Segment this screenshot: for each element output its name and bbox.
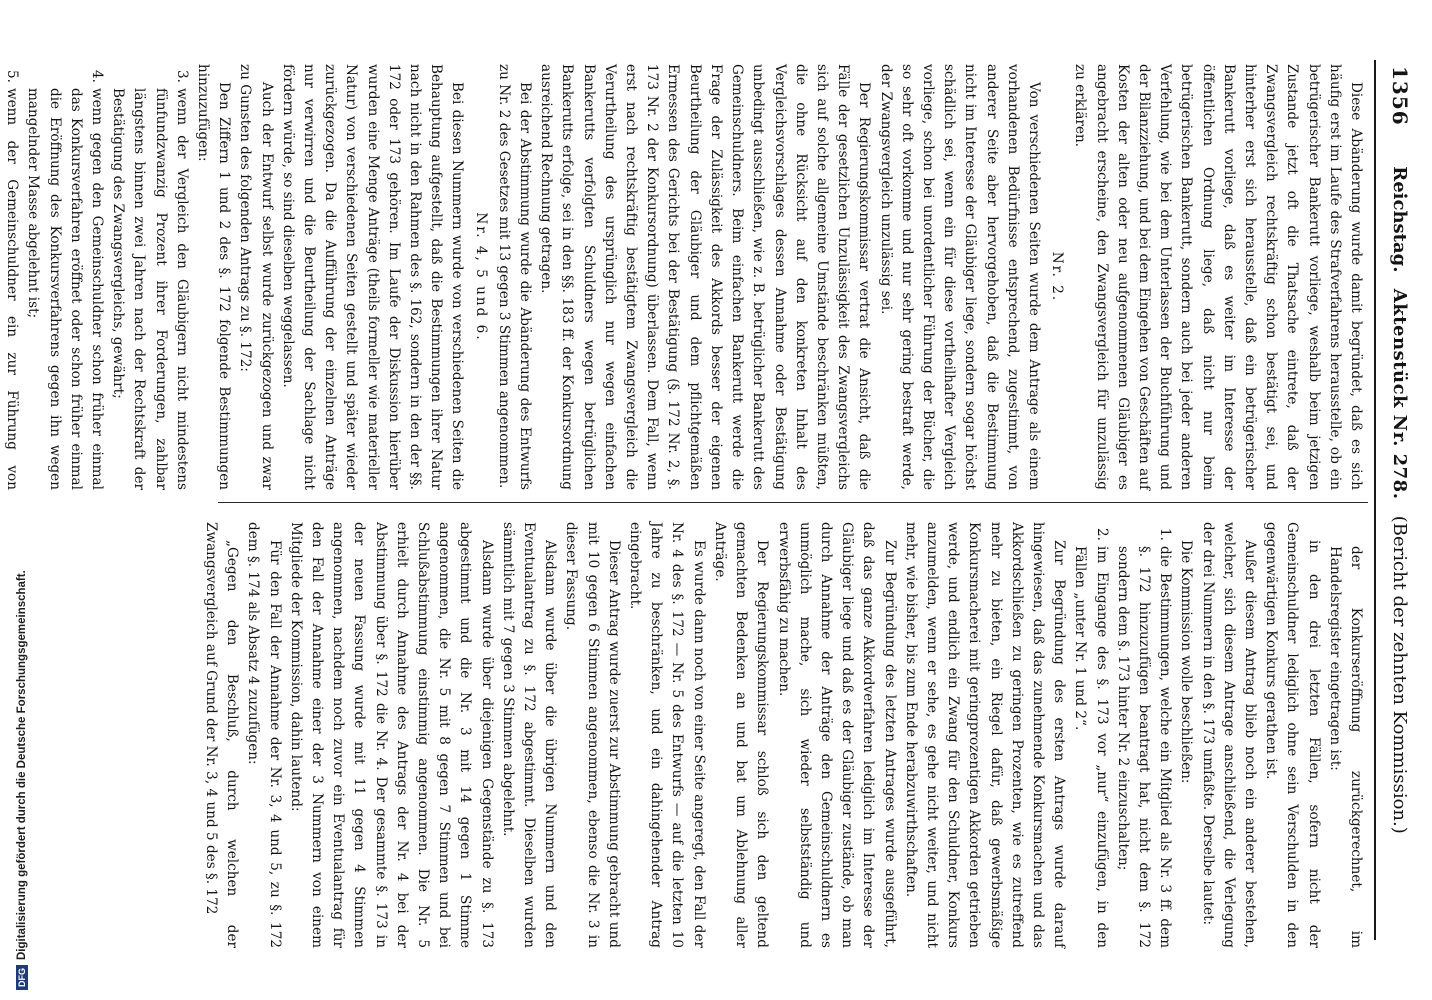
- item-number: 3.: [173, 70, 190, 83]
- column-separator: [218, 502, 1368, 503]
- paragraph: Für den Fall der Annahme der Nr. 3, 4 und 5, zu §. 172 dem §. 174 als Absatz 4 zuzufügen:: [245, 522, 283, 948]
- item-number: 5.: [4, 70, 21, 83]
- paragraph: Alsdann wurde über die übrigen Nummern und den Eventualantrag zu §. 172 abgestimmt. Dieselben wurden sämmtlich mit 7 gegen 3 Stimmen abgelehnt.: [499, 522, 559, 948]
- digitization-credit: [0, 0, 26, 1000]
- paragraph: „Gegen den Beschluß, durch welchen der Zwangsvergleich auf Grund der Nr. 3, 4 und 5 des §. 172: [203, 522, 241, 948]
- paragraph: Auch der Entwurf selbst wurde zurückgezogen und zwar zu Gunsten des folgenden Antrags zu §. 172:: [237, 64, 275, 490]
- paragraph: Von verschiedenen Seiten wurde dem Antrage als einem vorhandenen Bedürfnisse entsprechend, zugestimmt, von anderer Seite aber hervorgehoben, daß die Bestimmung nicht im Interesse der Gläubiger liege, sondern sogar höchst schädlich sei, wenn ein für diese vortheilhafter Vergleich vorliege, schon bei unordentlicher Führung der Bücher, die so sehr oft vorkomme und nur sehr gering bestraft werde, der Zwangsvergleich unzulässig sei.: [877, 64, 1042, 490]
- credit-text: Digitalisierung gefördert durch die Deutsche Forschungsgemeinschaft.: [16, 570, 28, 960]
- paragraph: Den Ziffern 1 und 2 des §. 172 folgende Bestimmungen hinzuzufügen:: [195, 64, 233, 490]
- numbered-item: [107, 64, 192, 490]
- paragraph: in den drei letzten Fällen, sofern nicht der Gemeinschuldner lediglich ohne sein Verschulden in den gegenwärtigen Konkurs gerathen ist.: [1263, 522, 1322, 948]
- dfg-logo: DFG: [16, 965, 28, 990]
- paragraph: Die Kommission wolle beschließen:: [1178, 540, 1195, 784]
- left-column: [0, 64, 1366, 490]
- item-text: im Eingange des §. 173 vor „nur“ einzufügen, in den Fällen „unter Nr. 1 und 2“.: [1072, 546, 1110, 948]
- paragraph: Der Regierungskommissar vertrat die Ansicht, daß die Fälle der gesetzlichen Unzulässigkeit des Zwangsvergleichs sich auf solche allgemeine Umstände beschränken müßten, die ohne Rücksicht auf den konkreten Inhalt des Vergleichsvorschlages dessen Annahme oder Bestätigung unbedingt ausschließen, wie z. B. betrüglicher Bankerutt des Gemeinschuldners. Beim einfachen Bankerutt werde die Frage der Zulässigkeit des Akkords besser der eigenen Beurtheilung der Gläubiger und dem pflichtgemäßen Ermessen des Gerichts bei der Bestätigung (§. 172 Nr. 2, §. 173 Nr. 2 der Konkursordnung) überlassen. Dem Fall, wenn erst nach rechtskräftig bestätigtem Zwangsvergleich die Verurtheilung des ursprünglich nur wegen einfachen Bankerutts verfolgten Schuldners wegen betrüglichen Bankerutts erfolge, sei in den §§. 183 ff. der Konkursordnung ausreichend Rechnung getragen.: [538, 64, 873, 490]
- item-text: die Bestimmungen, welche ein Mitglied als Nr. 3 ff. dem §. 172 hinzuzufügen beantragt hat, nicht dem §. 172 sondern dem §. 173 hinter Nr. 2 einzuschalten;: [1114, 546, 1174, 948]
- paragraph: Der Regierungskommissar schloß sich den geltend gemachten Bedenken an und bat um Ablehnung aller Anträge.: [711, 522, 771, 948]
- item-number: 4.: [89, 70, 106, 83]
- paragraph: Bei der Abstimmung wurde die Abänderung des Entwurfs zu Nr. 2 des Gesetzes mit 13 gegen 3 Stimmen angenommen.: [495, 64, 534, 490]
- credit-text-line: [16, 30, 28, 990]
- numbered-item: [22, 64, 107, 490]
- header-title: Reichstag.: [1389, 166, 1410, 273]
- paragraph: Dieser Antrag wurde zuerst zur Abstimmung gebracht und mit 10 gegen 6 Stimmen angenommen, ebenso die Nr. 3 in dieser Fassung.: [563, 522, 622, 948]
- item-text: wenn gegen den Gemeinschuldner schon früher einmal das Konkursverfahren eröffnet oder schon früher einmal die Eröffnung des Konkursverfahrens gegen ihn wegen mangelnder Masse abgelehnt ist;: [25, 88, 106, 490]
- header-subtitle: Aktenstück Nr. 278.: [1389, 288, 1410, 500]
- item-text: wenn der Vergleich den Gläubigern nicht mindestens fünfundzwanzig Prozent ihrer Forderungen, zahlbar längstens binnen zwei Jahren nach der Rechtskraft der Bestätigung des Zwangsvergleichs, gewährt;: [110, 88, 190, 490]
- item-number: 1.: [1157, 528, 1174, 541]
- right-column: [200, 522, 1366, 948]
- paragraph: Alsdann wurde über diejenigen Gegenstände zu §. 173 abgestimmt und die Nr. 3 mit 14 gegen 1 Stimme angenommen, die Nr. 5 mit 8 gegen 7 Stimmen und bei Schlußabstimmung einstimmig angenommen. Die Nr. 5 erhielt durch Annahme des Antrags der Nr. 4 bei der Abstimmung über §. 172 die Nr. 4. Der gesammte §. 173 in der neuen Fassung wurde mit 11 gegen 4 Stimmen angenommen, nachdem noch zuvor ein Eventualantrag für den Fall der Annahme einer der 3 Nummern von einem Mitgliede der Kommission, dahin lautend:: [287, 522, 495, 948]
- paragraph: Außer diesem Antrag blieb noch ein anderer bestehen, welcher, sich diesem Antrage anschließend, die Verlegung der drei Nummern in den §. 173 umfaßte. Derselbe lautet:: [1199, 522, 1258, 948]
- numbered-item: [1112, 522, 1176, 948]
- numbered-item: [1069, 522, 1111, 948]
- paragraph: Zur Begründung des letzten Antrages wurde ausgeführt, daß das ganze Akkordverfahren lediglich im Interesse der Gläubiger liege und daß es der Gläubiger zustände, ob man durch Annahme der Anträge den Gemeinschuldnern es unmöglich mache, sich wieder selbstständig und erwerbsfähig zu machen.: [775, 522, 898, 948]
- item-text: wenn der Gemeinschuldner ein zur Führung von: [4, 88, 21, 490]
- page-header: [1374, 60, 1416, 940]
- header-report: (Bericht der zehnten Kommission.): [1389, 515, 1410, 834]
- page-number: 1356: [1388, 66, 1412, 126]
- continued-paragraph: der Konkurseröffnung zurückgerechnet, im Handelsregister eingetragen ist:: [1326, 546, 1364, 948]
- paragraph: Es wurde dann noch von einer Seite angeregt, den Fall der Nr. 4 des §. 172 — Nr. 5 des Entwurfs — auf die letzten 10 Jahre zu beschränken, und ein dahingehender Antrag eingebracht.: [627, 522, 707, 948]
- section-heading: Nr. 2.: [1049, 251, 1066, 303]
- item-number: 2.: [1093, 528, 1110, 541]
- paragraph: Diese Abänderung wurde damit begründet, daß es sich häufig erst im Laufe des Strafverfahrens herausstelle, ob ein betrügerischer Bankerutt vorliege, weshalb beim jetzigen Zustande jetzt oft die Thatsache eintrete, daß der Zwangsvergleich rechtskräftig schon bestätigt sei, und hinterher erst sich herausstelle, daß ein betrügerischer Bankerutt vorliege, daß es weiter im Interesse der öffentlichen Ordnung liege, daß nicht nur beim betrügerischen Bankerutt, sondern auch bei jeder anderen Verfehlung, wie bei dem Unterlassen der Buchführung und der Bilanzziehung, und bei dem Eingehen von Geschäften auf Kosten der alten oder neu aufgenommenen Gläubiger es angebracht erscheine, den Zwangsvergleich für unzulässig zu erklären.: [1072, 64, 1364, 490]
- paragraph: Zur Begründung des ersten Antrags wurde darauf hingewiesen, daß das zunehmende Konkursmachen und das Akkordschließen zu geringen Prozenten, wie es zutreffend mehr zu bieten, ein Riegel dafür, daß gewerbsmäßige Konkursmacherei mit geringprozentigen Akkorden getrieben werde, und endlich ein Zwang für den Schuldner, Konkurs anzumelden, wenn er sehe, es gehe nicht weiter, und nicht mehr, wie bisher, bis zum Ende herabzuwirthschaften.: [902, 522, 1068, 948]
- header-title-line: [1389, 60, 1410, 940]
- paragraph: Bei diesen Nummern wurde von verschiedenen Seiten die Behauptung aufgestellt, daß die Bestimmungen ihrer Natur nach nicht in den Rahmen des §. 162, sondern in den der §§. 172 oder 173 gehören. Im Laufe der Diskussion hierüber wurden eine Menge Anträge (theils formeller wie materieller Natur) von verschiedenen Seiten gestellt und später wieder zurückgezogen. Da die Aufführung der einzelnen Anträge nur verwirren und die Beurtheilung der Sachlage nicht fördern würde, so sind dieselben weggelassen.: [279, 64, 466, 490]
- section-heading: Nr. 4, 5 und 6.: [472, 212, 489, 342]
